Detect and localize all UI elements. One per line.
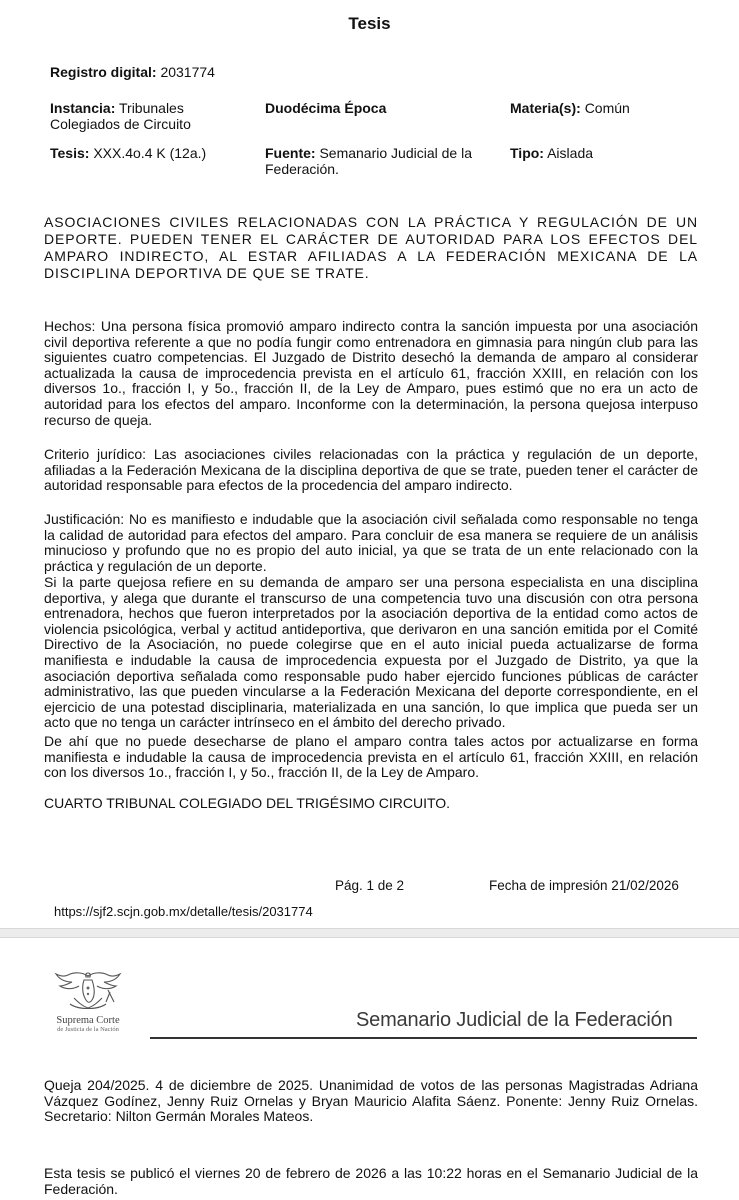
tipo [510, 145, 593, 161]
document-title: Tesis [348, 14, 391, 33]
scjn-logo [42, 968, 134, 1038]
eagle-seal-icon [42, 968, 134, 1014]
publicacion-paragraph: Esta tesis se publicó el viernes 20 de febrero de 2026 a las 10:22 horas en el Semanario Judicial de la Federación. [44, 1165, 698, 1197]
justificacion-paragraph-2: Si la parte quejosa refiere en su demanda de amparo ser una persona especialista en una disciplina deportiva, y alega que durante el transcurso de una competencia tuvo una discusión con otra persona entrenadora, hechos que fueron interpretados por la asociación deportiva de la entidad como actos de violencia psicológica, verbal y actitud antideportiva, que derivaron en una sanción emitida por el Comité Directivo de la Asociación, no puede colegirse que en el auto inicial pueda actualizarse de forma manifiesta e indudable la causa de improcedencia expuesta por el Juzgado de Distrito, ya que la asociación deportiva señalada como responsable pudo haber ejercido funciones públicas de carácter administrativo, las que pueden vincularse a la Federación Mexicana del deporte correspondiente, en el ejercicio de una potestad disciplinaria, materializada en una sanción, lo que implica que pueda ser un acto que no tenga un carácter intrínseco en el ámbito del derecho privado. [44, 574, 698, 731]
materia [510, 100, 630, 116]
tesis-value: XXX.4o.4 K (12a.) [93, 145, 207, 161]
logo-subtitle: de Justicia de la Nación [57, 1026, 119, 1033]
instancia-value: Tribunales Colegiados de Circuito [50, 100, 191, 132]
criterio-paragraph: Criterio jurídico: Las asociaciones civiles relacionadas con la práctica y regulación de un deporte, afiliadas a la Federación Mexicana de la disciplina deportiva de que se trate, pueden tener el carácter de autoridad responsable para efectos de la procedencia del amparo indirecto. [44, 446, 698, 494]
tesis-number [50, 145, 206, 161]
fuente [265, 145, 490, 177]
registro-value: 2031774 [160, 64, 215, 80]
queja-paragraph: Queja 204/2025. 4 de diciembre de 2025. Unanimidad de votos de las personas Magistradas Adriana Vázquez Godínez, Jenny Ruiz Ornelas y Bryan Mauricio Alafita Sáenz. Ponente: Jenny Ruiz Ornelas. Secretario: Nilton Germán Morales Mateos. [44, 1077, 698, 1125]
page-number: Pág. 1 de 2 [335, 878, 405, 893]
epoca-value: Duodécima Época [265, 100, 387, 116]
tribunal-name: CUARTO TRIBUNAL COLEGIADO DEL TRIGÉSIMO CIRCUITO. [44, 795, 451, 811]
hechos-paragraph: Hechos: Una persona física promovió amparo indirecto contra la sanción impuesta por una asociación civil deportiva referente a que no podía fungir como entrenadora en gimnasia para ningún club para las siguientes cuatro competencias. El Juzgado de Distrito desechó la demanda de amparo al considerar actualizada la causa de improcedencia prevista en el artículo 61, fracción XXIII, en relación con los diversos 1o., fracción I, y 5o., fracción II, de la Ley de Amparo, pues estimó que no era un acto de autoridad para los efectos del amparo. Inconforme con la determinación, la persona quejosa interpuso recurso de queja. [44, 318, 698, 428]
print-date: Fecha de impresión 21/02/2026 [489, 878, 679, 893]
instancia [50, 100, 240, 132]
semanario-banner-title: Semanario Judicial de la Federación [356, 1009, 673, 1031]
fuente-label: Fuente: [265, 145, 316, 161]
materia-label: Materia(s): [510, 100, 581, 116]
registro-digital [50, 64, 215, 80]
tesis-heading: ASOCIACIONES CIVILES RELACIONADAS CON LA PRÁCTICA Y REGULACIÓN DE UN DEPORTE. PUEDEN TENER EL CARÁCTER DE AUTORIDAD PARA LOS EFECTOS DEL AMPARO INDIRECTO, AL ESTAR AFILIADAS A LA FEDERACIÓN MEXICANA DE LA DISCIPLINA DEPORTIVA DE QUE SE TRATE. [44, 214, 698, 281]
registro-label: Registro digital: [50, 64, 157, 80]
tipo-value: Aislada [547, 145, 594, 161]
tesis-label: Tesis: [50, 145, 90, 161]
tipo-label: Tipo: [510, 145, 544, 161]
document-page-2 [0, 938, 739, 1200]
banner-divider [150, 1037, 697, 1039]
page-separator [0, 928, 739, 938]
justificacion-paragraph: Justificación: No es manifiesto e indudable que la asociación civil señalada como responsable no tenga la calidad de autoridad para efectos del amparo. Para concluir de esa manera se requiere de un análisis minucioso y profundo que no es propio del auto inicial, ya que se trata de un ente relacionado con la práctica y regulación de un deporte. [44, 511, 698, 574]
instancia-label: Instancia: [50, 100, 116, 116]
fuente-value: Semanario Judicial de la Federación. [265, 145, 472, 177]
logo-name: Suprema Corte [56, 1015, 120, 1026]
justificacion-paragraph-3: De ahí que no puede desecharse de plano el amparo contra tales actos por actualizarse en forma manifiesta e indudable la causa de improcedencia prevista en el artículo 61, fracción XXIII, en relación con los diversos 1o., fracción I, y 5o., fracción II, de la Ley de Amparo. [44, 733, 698, 781]
materia-value: Común [584, 100, 630, 116]
epoca [265, 100, 386, 116]
source-url[interactable]: https://sjf2.scjn.gob.mx/detalle/tesis/2031774 [54, 904, 313, 919]
